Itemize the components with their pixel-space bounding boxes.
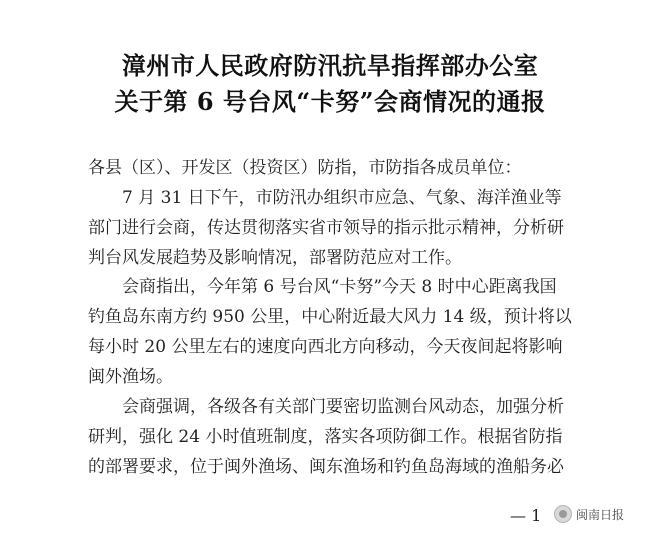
paragraph-line: 判台风发展趋势及影响情况，部署防范应对工作。 [88,248,462,268]
watermark-text: 闽南日报 [576,507,625,522]
paragraph-line: 闽外渔场。 [88,367,173,387]
paragraph-line: 每小时 20 公里左右的速度向西北方向移动，今天夜间起将影响 [88,337,563,357]
paragraph-line: 研判，强化 24 小时值班制度，落实各项防御工作。根据省防指 [88,427,563,447]
salutation-text: 各县（区）、开发区（投资区）防指，市防指各成员单位： [88,158,522,178]
newspaper-logo-icon [554,505,572,523]
paragraph-line: 部门进行会商，传达贯彻落实省市领导的指示批示精神，分析研 [88,218,564,238]
page-number: — 1 [510,506,542,525]
paragraph-line: 会商强调，各级各有关部门要密切监测台风动态，加强分析 [122,397,564,417]
paragraph-typhoon-status [88,272,588,392]
paragraph-meeting [88,183,588,273]
document-title-line1: 漳州市人民政府防汛抗旱指挥部办公室 [121,51,539,80]
paragraph-line: 7 月 31 日下午，市防汛办组织市应急、气象、海洋渔业等 [122,188,562,208]
document-title-line2: 关于第 6 号台风“卡努”会商情况的通报 [114,87,546,116]
salutation [88,153,588,183]
paragraph-instructions [88,392,588,482]
watermark [554,505,624,523]
paragraph-line: 会商指出，今年第 6 号台风“卡努”今天 8 时中心距离我国 [122,277,557,297]
paragraph-line: 钓鱼岛东南方约 950 公里，中心附近最大风力 14 级，预计将以 [88,307,572,327]
paragraph-line: 的部署要求，位于闽外渔场、闽东渔场和钓鱼岛海域的渔船务必 [88,457,564,477]
